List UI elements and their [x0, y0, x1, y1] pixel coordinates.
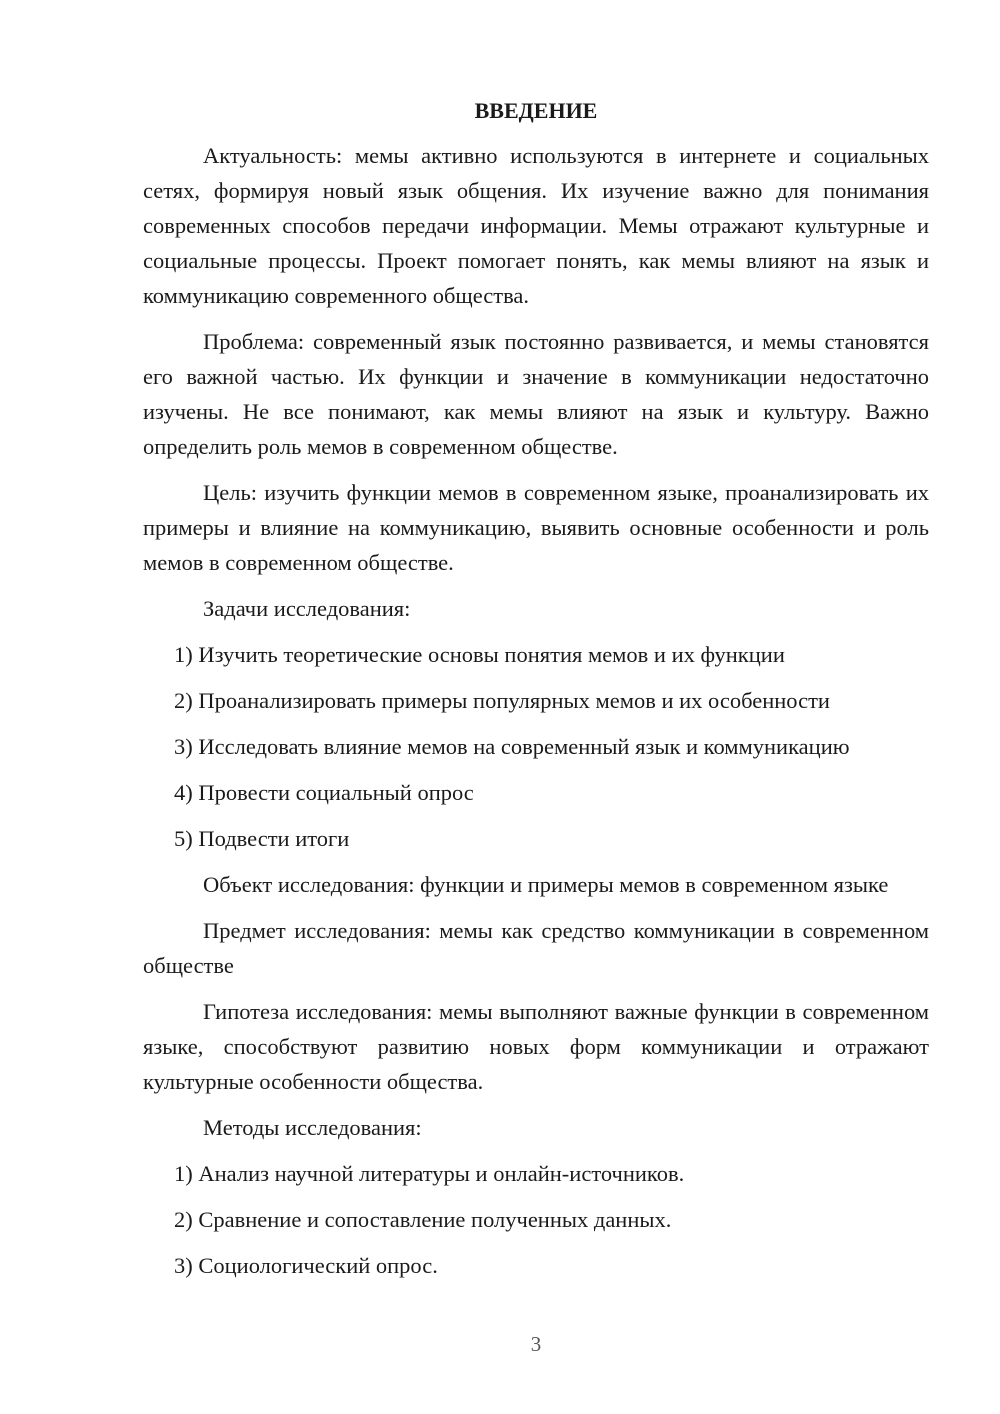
page-number: 3 [530, 1332, 542, 1356]
subject-paragraph: Предмет исследования: мемы как средство коммуникации в современном обществе [143, 918, 929, 978]
methods-list [143, 1156, 929, 1283]
list-item: 2) Сравнение и сопоставление полученных данных. [174, 1207, 672, 1232]
list-item: 3) Социологический опрос. [174, 1253, 438, 1278]
object-paragraph: Объект исследования: функции и примеры мемов в современном языке [203, 872, 889, 897]
hypothesis-paragraph: Гипотеза исследования: мемы выполняют важные функции в современном языке, способствуют развитию новых форм коммуникации и отражают культурные особенности общества. [143, 999, 929, 1094]
problem-paragraph: Проблема: современный язык постоянно развивается, и мемы становятся его важной частью. Их функции и значение в коммуникации недостаточно изучены. Не все понимают, как мемы влияют на язык и культуру. Важно определить роль мемов в современном обществе. [143, 329, 929, 459]
relevance-paragraph: Актуальность: мемы активно используются в интернете и социальных сетях, формируя новый язык общения. Их изучение важно для понимания современных способов передачи информации. Мемы отражают культурные и социальные процессы. Проект помогает понять, как мемы влияют на язык и коммуникацию современного общества. [143, 143, 929, 308]
document-page [143, 96, 929, 1294]
tasks-label: Задачи исследования: [203, 596, 411, 621]
page-title: ВВЕДЕНИЕ [474, 98, 598, 123]
list-item: 3) Исследовать влияние мемов на современный язык и коммуникацию [174, 734, 850, 759]
list-item: 4) Провести социальный опрос [174, 780, 474, 805]
goal-paragraph: Цель: изучить функции мемов в современном языке, проанализировать их примеры и влияние на коммуникацию, выявить основные особенности и роль мемов в современном обществе. [143, 480, 929, 575]
methods-label: Методы исследования: [203, 1115, 422, 1140]
list-item: 5) Подвести итоги [174, 826, 350, 851]
list-item: 1) Анализ научной литературы и онлайн-источников. [174, 1161, 685, 1186]
tasks-list [143, 637, 929, 856]
list-item: 1) Изучить теоретические основы понятия мемов и их функции [174, 642, 785, 667]
list-item: 2) Проанализировать примеры популярных мемов и их особенности [174, 688, 830, 713]
